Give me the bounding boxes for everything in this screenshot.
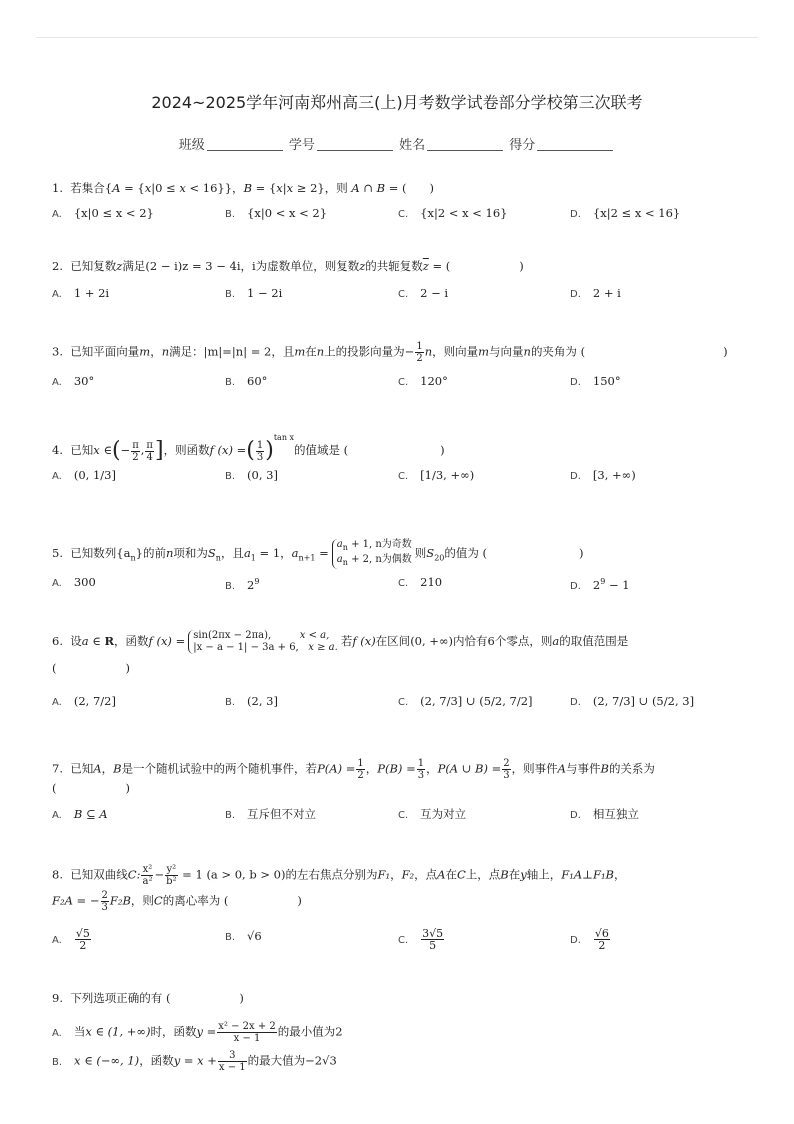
q1-option-a[interactable]: A. {x|0 ≤ x < 2} [52, 206, 154, 220]
q7-option-c[interactable]: C. 互为对立 [398, 807, 467, 821]
q6-option-a[interactable]: A. (2, 7/2] [52, 694, 116, 708]
q1-option-d[interactable]: D. {x|2 ≤ x < 16} [570, 206, 681, 220]
question-number: 2. [52, 259, 63, 273]
question-3: 3. 已知平面向量m，n满足：|m|=|n| = 2，且m在n上的投影向量为− $\frac{1}{2}$ n，则向量m与向量n的夹角为 ( ) [52, 341, 728, 364]
question-1 [52, 180, 434, 196]
q9-option-a[interactable]: A. 当x ∈ (1, +∞)时，函数y = $\frac{\text{x² − 2x + 2}}{x - 1}$ 的最小值为2 [52, 1021, 343, 1044]
q4-option-a[interactable]: A. (0, 1/3] [52, 468, 116, 482]
question-6: 6. 设a ∈ R，函数f (x) = sin(2πx − 2πa), x < a, |x − a − 1| − 3a + 6, x ≥ a. 若f (x)在区间(0, +∞)内恰有6个零点，则a的取值范围是 [52, 630, 629, 653]
score-label: 得分 [509, 138, 536, 153]
question-7-paren: ( ) [52, 781, 130, 795]
q5-option-c[interactable]: C. 210 [398, 575, 443, 589]
question-2: 2. 已知复数z满足(2 − i)z = 3 − 4i，i为虚数单位，则复数z的共轭复数$\overline{z}$ = ( ) [52, 259, 524, 273]
q3-option-c[interactable]: C. 120° [398, 374, 448, 388]
q2-option-c[interactable]: C. 2 − i [398, 286, 449, 300]
question-number: 4. [52, 443, 63, 457]
question-number: 1. [52, 181, 63, 195]
q3-option-b[interactable]: B. 60° [225, 374, 268, 388]
piecewise-brace: $a_n + 1$, n为奇数 $a_n + 2$, n为偶数 [332, 539, 412, 569]
question-8-line2: F₂A = − $\frac{2}{3}$ F₂B，则C的离心率为 ( ) [52, 890, 302, 913]
q1-option-c[interactable]: C. {x|2 < x < 16} [398, 206, 508, 220]
question-number: 6. [52, 634, 63, 648]
q2-option-a[interactable]: A. 1 + 2i [52, 286, 110, 300]
q6-option-b[interactable]: B. (2, 3] [225, 694, 278, 708]
question-8: 8. 已知双曲线C: $\frac{\text{x²}}{\text{a²}}$ − $\frac{\text{y²}}{\text{b²}}$ = 1 (a > 0, b > 0)的左右焦点分别为F₁，F₂，点A在C上，点B在y轴上，F₁A⊥F₁B， [52, 864, 626, 887]
class-label: 班级 [178, 138, 205, 153]
q2-option-b[interactable]: B. 1 − 2i [225, 286, 283, 300]
question-5: 5. 已知数列$\{a_n\}$的前n项和为$S_n$，且$a_1 = 1$，$a_{n+1}$ = $a_n + 1$, n为奇数 $a_n + 2$, n为偶数 则$S_{20}$的值为 ( ) [52, 539, 584, 567]
question-number: 8. [52, 867, 63, 882]
q7-option-b[interactable]: B. 互斥但不对立 [225, 807, 317, 821]
q1-option-b[interactable]: B. {x|0 < x < 2} [225, 206, 328, 220]
q8-option-c[interactable]: C. $\frac{3√5}{5}$ [398, 927, 444, 952]
question-number: 3. [52, 344, 63, 359]
question-6-paren: ( ) [52, 661, 130, 675]
q8-option-a[interactable]: A. $\frac{√5}{2}$ [52, 927, 90, 952]
question-number: 9. [52, 991, 63, 1005]
name-blank[interactable] [427, 137, 503, 151]
q3-option-a[interactable]: A. 30° [52, 374, 95, 388]
q4-option-c[interactable]: C. [1/3, +∞) [398, 468, 475, 482]
question-9: 9. 下列选项正确的有 ( ) [52, 991, 244, 1005]
student-info-line [0, 134, 794, 153]
q5-option-d[interactable]: D. $2^9 - 1$ [570, 577, 630, 592]
q6-option-c[interactable]: C. (2, 7/3] ∪ (5/2, 7/2] [398, 694, 533, 708]
q8-option-d[interactable]: D. $\frac{√6}{2}$ [570, 927, 609, 952]
q5-option-b[interactable]: B. $2^9$ [225, 577, 260, 592]
q8-option-b[interactable]: B. √6 [225, 929, 262, 943]
page-title: 2024~2025学年河南郑州高三(上)月考数学试卷部分学校第三次联考 [151, 93, 643, 112]
q3-option-d[interactable]: D. 150° [570, 374, 621, 388]
question-stem: 若集合{A = {x|0 ≤ x < 16}}，B = {x|x ≥ 2}，则 A ∩ B = ( ) [70, 181, 435, 195]
top-rule [36, 37, 758, 38]
question-number: 5. [52, 546, 63, 560]
q9-option-b[interactable]: B. x ∈ (−∞, 1)，函数y = x + $\frac{3}{x - 1}$ 的最大值为−2√3 [52, 1050, 337, 1073]
question-number: 7. [52, 761, 63, 776]
id-label: 学号 [288, 138, 315, 153]
q7-option-d[interactable]: D. 相互独立 [570, 807, 639, 821]
question-4: 4. 已知x ∈(− $\frac{\pi}{2}$ , $\frac{\pi}{4}$ ]，则函数f (x) =( $\frac{1}{3}$ )$^{tan x}$的值域是 ( ) [52, 433, 445, 463]
piecewise-brace: sin(2πx − 2πa), x < a, |x − a − 1| − 3a + 6, x ≥ a. [188, 630, 338, 654]
class-blank[interactable] [207, 137, 283, 151]
q6-option-d[interactable]: D. (2, 7/3] ∪ (5/2, 3] [570, 694, 695, 708]
score-blank[interactable] [537, 137, 613, 151]
q5-option-a[interactable]: A. 300 [52, 575, 96, 589]
q2-option-d[interactable]: D. 2 + i [570, 286, 621, 300]
q4-option-b[interactable]: B. (0, 3] [225, 468, 278, 482]
name-label: 姓名 [399, 138, 426, 153]
q4-option-d[interactable]: D. [3, +∞) [570, 468, 636, 482]
q7-option-a[interactable]: A. B ⊆ A [52, 807, 108, 821]
fraction: $\frac{1}{2}$ [416, 341, 423, 364]
id-blank[interactable] [317, 137, 393, 151]
question-7: 7. 已知A，B是一个随机试验中的两个随机事件，若P(A) = $\frac{1}{2}$ ，P(B) = $\frac{1}{3}$ ，P(A ∪ B) = $\frac{2}{3}$ ，则事件A与事件B的关系为 [52, 758, 655, 781]
